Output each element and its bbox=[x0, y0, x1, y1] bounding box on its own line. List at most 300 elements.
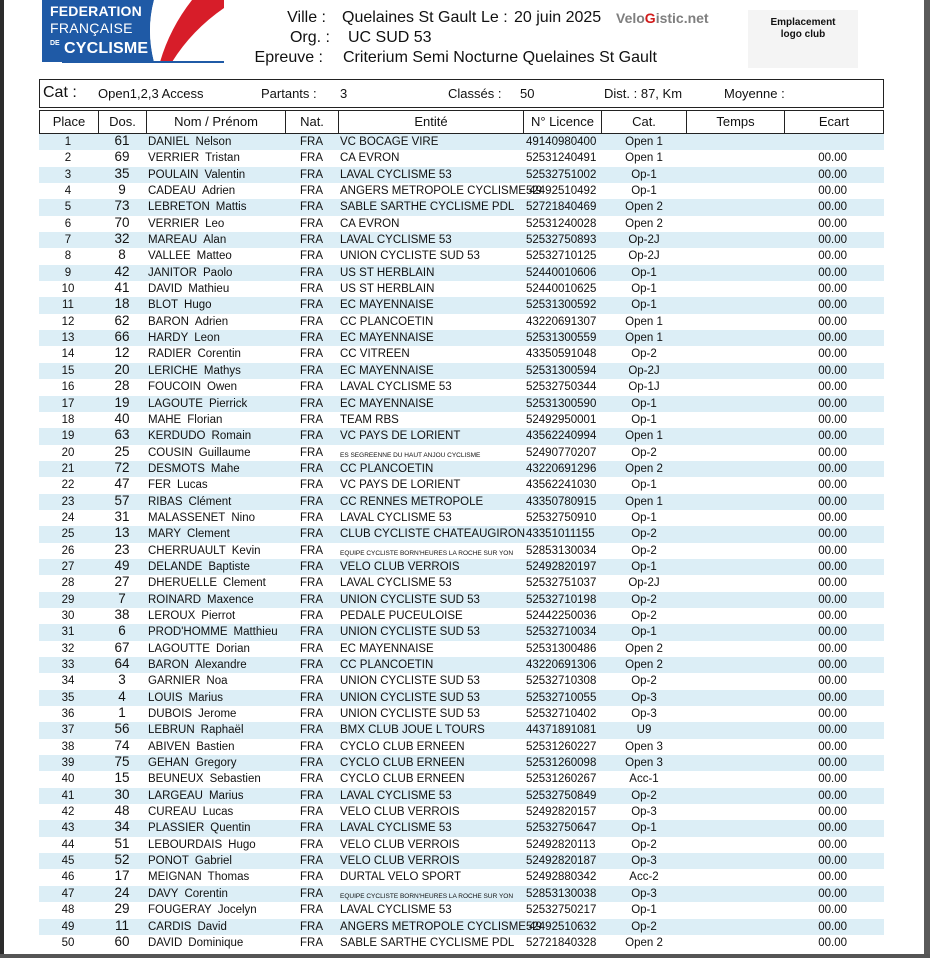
cell-prenom: Dominique bbox=[188, 936, 244, 949]
cell-place: 43 bbox=[61, 822, 75, 835]
cell-place: 44 bbox=[61, 838, 75, 851]
cell-entite: LAVAL CYCLISME 53 bbox=[340, 381, 452, 394]
cell-cat: Op-1J bbox=[628, 381, 660, 394]
cell-prenom: Gregory bbox=[194, 757, 237, 770]
cell-dossard: 20 bbox=[114, 361, 130, 377]
table-row bbox=[39, 624, 884, 640]
table-row bbox=[39, 886, 884, 902]
table-row bbox=[39, 428, 884, 444]
cell-licence: 52532750344 bbox=[526, 381, 597, 394]
cell-dossard: 17 bbox=[114, 868, 130, 884]
table-row bbox=[39, 216, 884, 232]
cell-nom: POULAIN bbox=[148, 168, 199, 181]
table-row bbox=[39, 461, 884, 477]
cell-place: 23 bbox=[61, 495, 75, 508]
cell-cat: Op-2 bbox=[631, 544, 657, 557]
cell-licence: 43562240994 bbox=[526, 430, 597, 443]
cell-ecart: 00.00 bbox=[818, 446, 847, 459]
cell-nom: DUBOIS bbox=[148, 708, 193, 721]
cell-entite: EC MAYENNAISE bbox=[340, 397, 434, 410]
cell-cat: Op-3 bbox=[631, 887, 657, 900]
cell-nom: MARY bbox=[148, 528, 182, 541]
cell-name bbox=[148, 151, 240, 165]
cell-licence: 43220691296 bbox=[526, 462, 597, 475]
cell-name bbox=[148, 838, 256, 852]
cell-dossard: 34 bbox=[114, 819, 130, 835]
cell-nom: FOUGERAY bbox=[148, 904, 212, 917]
cell-cat: Open 1 bbox=[625, 332, 663, 345]
cell-place: 21 bbox=[61, 462, 75, 475]
cell-licence: 49140980400 bbox=[526, 136, 597, 148]
table-row bbox=[39, 608, 884, 624]
cell-nom: DAVID bbox=[148, 283, 183, 296]
cell-licence: 52492510632 bbox=[526, 920, 597, 933]
cell-place: 9 bbox=[64, 266, 72, 279]
cell-name bbox=[148, 821, 251, 835]
cell-name bbox=[148, 380, 237, 394]
table-row bbox=[39, 363, 884, 379]
cell-nom: LARGEAU bbox=[148, 789, 203, 802]
cell-nat: FRA bbox=[300, 479, 323, 492]
cell-nat: FRA bbox=[300, 593, 323, 606]
cell-prenom: Hugo bbox=[228, 838, 256, 851]
cell-place: 24 bbox=[61, 511, 75, 524]
logo-de: DE bbox=[50, 40, 60, 47]
cell-prenom: Marius bbox=[208, 789, 244, 802]
cell-ecart: 00.00 bbox=[818, 266, 847, 279]
cell-entite: VELO CLUB VERROIS bbox=[340, 806, 460, 819]
cell-ecart: 00.00 bbox=[818, 217, 847, 230]
cell-name bbox=[148, 364, 241, 378]
cell-nat: FRA bbox=[300, 152, 323, 165]
cell-nom: RADIER bbox=[148, 348, 192, 361]
cell-licence: 52853130038 bbox=[526, 887, 597, 900]
cell-place: 19 bbox=[61, 430, 75, 443]
cell-nom: BARON bbox=[148, 659, 189, 671]
cell-entite: LAVAL CYCLISME 53 bbox=[340, 168, 452, 181]
cell-prenom: Matthieu bbox=[233, 626, 278, 639]
cell-cat: Open 1 bbox=[625, 430, 663, 443]
cell-nom: FER bbox=[148, 479, 171, 492]
table-row bbox=[39, 559, 884, 575]
cell-name bbox=[148, 740, 235, 754]
cell-prenom: Corentin bbox=[184, 887, 228, 900]
cell-cat: Op-2 bbox=[631, 838, 657, 851]
cell-dossard: 18 bbox=[114, 296, 130, 312]
cell-name bbox=[148, 527, 230, 541]
cell-ecart: 00.00 bbox=[818, 936, 847, 949]
cell-nom: VERRIER bbox=[148, 217, 200, 230]
cell-place: 39 bbox=[61, 757, 75, 770]
race-info-bar bbox=[39, 79, 884, 108]
cell-dossard: 12 bbox=[114, 345, 130, 361]
cell-dossard: 75 bbox=[114, 754, 130, 770]
cell-licence: 52532710125 bbox=[526, 250, 597, 263]
cell-dossard: 3 bbox=[118, 672, 126, 688]
cell-place: 47 bbox=[61, 887, 75, 900]
cell-ecart: 00.00 bbox=[818, 315, 847, 328]
cell-cat: Op-2 bbox=[631, 789, 657, 802]
cell-dossard: 52 bbox=[114, 852, 130, 868]
cell-dossard: 74 bbox=[114, 737, 130, 753]
cell-entite: LAVAL CYCLISME 53 bbox=[340, 511, 452, 524]
cell-nat: FRA bbox=[300, 299, 323, 312]
ville-label: Ville : bbox=[287, 9, 326, 26]
date-value: 20 juin 2025 bbox=[514, 9, 602, 26]
cell-entite: ANGERS METROPOLE CYCLISME 49 bbox=[340, 185, 542, 198]
cell-place: 2 bbox=[64, 152, 72, 165]
cell-prenom: Valentin bbox=[204, 168, 246, 181]
cell-cat: Open 2 bbox=[625, 659, 663, 671]
date-label: Le : bbox=[481, 9, 508, 26]
cell-dossard: 29 bbox=[114, 901, 130, 917]
cell-dossard: 40 bbox=[114, 410, 130, 426]
partants-label: Partants : bbox=[261, 86, 317, 101]
cell-licence: 52532710402 bbox=[526, 708, 597, 721]
cell-name bbox=[148, 789, 243, 803]
cell-dossard: 27 bbox=[114, 574, 130, 590]
cell-cat: Op-1 bbox=[631, 822, 657, 835]
cell-dossard: 8 bbox=[118, 247, 126, 263]
table-row bbox=[39, 575, 884, 591]
cell-prenom: Romain bbox=[211, 430, 252, 443]
cell-licence: 52721840469 bbox=[526, 201, 597, 214]
cell-prenom: Owen bbox=[207, 381, 238, 394]
cell-prenom: Adrien bbox=[201, 185, 236, 198]
cell-entite: ANGERS METROPOLE CYCLISME 49 bbox=[340, 920, 542, 933]
cell-prenom: Mathys bbox=[203, 364, 241, 377]
cell-ecart: 00.00 bbox=[818, 642, 847, 655]
cell-entite: DURTAL VELO SPORT bbox=[340, 871, 461, 884]
cell-entite: US ST HERBLAIN bbox=[340, 266, 435, 279]
cell-dossard: 56 bbox=[114, 721, 130, 737]
cell-cat: Op-2 bbox=[631, 609, 657, 622]
cell-prenom: Jocelyn bbox=[217, 904, 257, 917]
cell-prenom: Clément bbox=[188, 495, 232, 508]
cell-place: 28 bbox=[61, 577, 75, 590]
cell-prenom: Alan bbox=[203, 234, 227, 247]
cell-nom: DAVID bbox=[148, 936, 183, 949]
cell-nat: FRA bbox=[300, 348, 323, 361]
cell-name bbox=[148, 413, 222, 427]
cell-place: 37 bbox=[61, 724, 75, 737]
cell-nom: CUREAU bbox=[148, 806, 197, 819]
cell-licence: 43220691306 bbox=[526, 659, 597, 671]
cell-nat: FRA bbox=[300, 920, 323, 933]
cell-prenom: Corentin bbox=[197, 348, 241, 361]
viewer-scrollbar[interactable] bbox=[924, 0, 930, 958]
table-row bbox=[39, 330, 884, 346]
cell-name bbox=[148, 887, 228, 901]
table-row bbox=[39, 788, 884, 804]
cell-dossard: 42 bbox=[114, 263, 130, 279]
cell-ecart: 00.00 bbox=[818, 462, 847, 475]
cell-entite: VELO CLUB VERROIS bbox=[340, 855, 460, 868]
cell-entite: VELO CLUB VERROIS bbox=[340, 560, 460, 573]
cell-nom: RIBAS bbox=[148, 495, 183, 508]
cell-nom: MAHE bbox=[148, 413, 182, 426]
cell-entite: EC MAYENNAISE bbox=[340, 299, 434, 312]
cell-name bbox=[148, 903, 257, 917]
cell-nat: FRA bbox=[300, 217, 323, 230]
cell-place: 26 bbox=[61, 544, 75, 557]
cell-cat: Open 1 bbox=[625, 315, 663, 328]
cell-prenom: Leo bbox=[205, 217, 225, 230]
cell-nat: FRA bbox=[300, 250, 323, 263]
cell-nat: FRA bbox=[300, 822, 323, 835]
cell-cat: Op-2J bbox=[628, 234, 660, 247]
cell-dossard: 32 bbox=[114, 231, 130, 247]
cell-name bbox=[148, 707, 236, 721]
cell-name bbox=[148, 184, 235, 198]
logo-line2: FRANÇAISE bbox=[50, 20, 133, 36]
cell-name bbox=[148, 478, 208, 492]
table-row bbox=[39, 739, 884, 755]
table-row bbox=[39, 297, 884, 313]
cell-name bbox=[148, 936, 243, 950]
cell-cat: Op-1 bbox=[631, 168, 657, 181]
cell-name bbox=[148, 576, 266, 590]
table-row bbox=[39, 510, 884, 526]
cell-nat: FRA bbox=[300, 675, 323, 688]
velogistic-brand[interactable]: VeloGistic.net bbox=[616, 10, 709, 26]
cell-nat: FRA bbox=[300, 283, 323, 296]
table-row bbox=[39, 641, 884, 657]
col-dossard: Dos. bbox=[99, 111, 147, 133]
cell-name bbox=[148, 331, 220, 345]
cell-cat: Op-3 bbox=[631, 708, 657, 721]
cell-entite: EQUIPE CYCLISTE BORN'HEURES LA ROCHE SUR YON bbox=[340, 549, 514, 557]
cell-name bbox=[148, 315, 228, 329]
table-row bbox=[39, 314, 884, 330]
cell-prenom: Noa bbox=[206, 675, 228, 688]
cell-licence: 52532750849 bbox=[526, 789, 597, 802]
cell-dossard: 47 bbox=[114, 476, 130, 492]
cell-licence: 43562241030 bbox=[526, 479, 597, 492]
cell-entite: EC MAYENNAISE bbox=[340, 642, 434, 655]
cell-place: 4 bbox=[64, 185, 72, 198]
cell-nat: FRA bbox=[300, 234, 323, 247]
cell-cat: Op-2 bbox=[631, 920, 657, 933]
table-row bbox=[39, 167, 884, 183]
cell-nom: DANIEL bbox=[148, 136, 190, 148]
cell-licence: 43350780915 bbox=[526, 495, 597, 508]
cell-place: 29 bbox=[61, 593, 75, 606]
cell-entite: CC PLANCOETIN bbox=[340, 659, 434, 671]
cell-name bbox=[148, 347, 241, 361]
cell-nat: FRA bbox=[300, 806, 323, 819]
cell-prenom: Guillaume bbox=[198, 446, 251, 459]
cat-value: Open1,2,3 Access bbox=[98, 86, 204, 101]
cell-licence: 52531300486 bbox=[526, 642, 597, 655]
cell-dossard: 73 bbox=[114, 198, 130, 214]
cell-dossard: 35 bbox=[114, 165, 130, 181]
cell-nom: JANITOR bbox=[148, 266, 197, 279]
cell-name bbox=[148, 397, 247, 411]
cell-cat: Op-1 bbox=[631, 560, 657, 573]
cell-place: 1 bbox=[64, 136, 72, 148]
cell-ecart: 00.00 bbox=[818, 185, 847, 198]
cell-prenom: Mathieu bbox=[188, 283, 230, 296]
cell-licence: 43351011155 bbox=[526, 528, 595, 541]
cell-ecart: 00.00 bbox=[818, 299, 847, 312]
cell-dossard: 31 bbox=[114, 508, 130, 524]
cell-place: 16 bbox=[61, 381, 75, 394]
cell-ecart: 00.00 bbox=[818, 904, 847, 917]
cell-ecart: 00.00 bbox=[818, 201, 847, 214]
cell-dossard: 57 bbox=[114, 492, 130, 508]
epreuve-label: Epreuve : bbox=[254, 49, 323, 66]
cell-dossard: 49 bbox=[114, 557, 130, 573]
cell-entite: EQUIPE CYCLISTE BORN'HEURES LA ROCHE SUR YON bbox=[340, 892, 514, 900]
cell-nom: LEBRETON bbox=[148, 201, 210, 214]
table-row bbox=[39, 837, 884, 853]
cell-prenom: Clement bbox=[223, 577, 266, 590]
ffc-logo bbox=[42, 0, 224, 72]
cell-place: 42 bbox=[61, 806, 75, 819]
cell-name bbox=[148, 168, 245, 182]
cell-entite: VC PAYS DE LORIENT bbox=[340, 479, 461, 492]
cell-ecart: 00.00 bbox=[818, 577, 847, 590]
cell-nom: LAGOUTTE bbox=[148, 642, 210, 655]
cell-dossard: 24 bbox=[114, 884, 130, 900]
cell-nat: FRA bbox=[300, 560, 323, 573]
cell-cat: Op-2 bbox=[631, 528, 657, 541]
cell-nom: LERICHE bbox=[148, 364, 198, 377]
cell-dossard: 7 bbox=[118, 590, 126, 606]
cell-cat: Acc-1 bbox=[629, 773, 659, 786]
viewer-bottom-edge bbox=[0, 954, 930, 958]
cell-entite: VC PAYS DE LORIENT bbox=[340, 430, 461, 443]
cell-nat: FRA bbox=[300, 495, 323, 508]
cell-prenom: Lucas bbox=[177, 479, 208, 492]
cell-nat: FRA bbox=[300, 708, 323, 721]
cell-place: 40 bbox=[61, 773, 75, 786]
club-logo-placeholder: Emplacement logo club bbox=[748, 10, 858, 68]
cell-licence: 52531260267 bbox=[526, 773, 597, 786]
cell-prenom: Baptiste bbox=[208, 560, 250, 573]
cell-place: 33 bbox=[61, 659, 75, 671]
cell-ecart: 00.00 bbox=[818, 887, 847, 900]
cell-nat: FRA bbox=[300, 315, 323, 328]
cell-prenom: Alexandre bbox=[194, 659, 247, 671]
cell-dossard: 23 bbox=[114, 541, 130, 557]
cell-cat: Op-2 bbox=[631, 675, 657, 688]
cell-cat: Op-1 bbox=[631, 266, 657, 279]
cell-place: 31 bbox=[61, 626, 75, 639]
cell-cat: Op-1 bbox=[631, 397, 657, 410]
cell-cat: Open 1 bbox=[625, 136, 663, 148]
cell-name bbox=[148, 625, 278, 639]
cell-nom: MALASSENET bbox=[148, 511, 226, 524]
col-place: Place bbox=[40, 111, 99, 133]
cell-dossard: 51 bbox=[114, 835, 130, 851]
cell-prenom: Nino bbox=[231, 511, 255, 524]
cell-nom: FOUCOIN bbox=[148, 381, 202, 394]
cell-entite: EC MAYENNAISE bbox=[340, 332, 434, 345]
cell-place: 41 bbox=[61, 789, 75, 802]
cell-cat: Op-2 bbox=[631, 593, 657, 606]
cell-nat: FRA bbox=[300, 430, 323, 443]
cell-place: 8 bbox=[64, 250, 72, 263]
cell-ecart: 00.00 bbox=[818, 609, 847, 622]
cell-place: 14 bbox=[61, 348, 75, 361]
cell-nom: MEIGNAN bbox=[148, 871, 202, 884]
cell-ecart: 00.00 bbox=[818, 920, 847, 933]
cell-entite: PEDALE PUCEULOISE bbox=[340, 609, 463, 622]
table-row bbox=[39, 853, 884, 869]
table-row bbox=[39, 183, 884, 199]
cell-licence: 52531300592 bbox=[526, 299, 597, 312]
cell-ecart: 00.00 bbox=[818, 724, 847, 737]
cell-licence: 52531300559 bbox=[526, 332, 597, 345]
cell-prenom: Pierrick bbox=[208, 397, 248, 410]
cell-nom: LEROUX bbox=[148, 609, 196, 622]
table-row bbox=[39, 820, 884, 836]
cell-dossard: 62 bbox=[114, 312, 130, 328]
cell-place: 50 bbox=[61, 936, 75, 949]
table-row bbox=[39, 232, 884, 248]
cell-licence: 43220691307 bbox=[526, 315, 597, 328]
cell-name bbox=[148, 674, 228, 688]
cell-dossard: 4 bbox=[118, 688, 126, 704]
cell-ecart: 00.00 bbox=[818, 381, 847, 394]
partants-value: 3 bbox=[340, 86, 348, 101]
cell-dossard: 28 bbox=[114, 378, 130, 394]
cell-cat: Op-3 bbox=[631, 806, 657, 819]
table-row bbox=[39, 199, 884, 215]
cell-nat: FRA bbox=[300, 168, 323, 181]
cell-dossard: 60 bbox=[114, 933, 130, 949]
cell-prenom: Florian bbox=[187, 413, 223, 426]
cell-ecart: 00.00 bbox=[818, 593, 847, 606]
cell-entite: SABLE SARTHE CYCLISME PDL bbox=[340, 936, 515, 949]
table-row bbox=[39, 690, 884, 706]
cell-nom: GEHAN bbox=[148, 757, 189, 770]
cell-nat: FRA bbox=[300, 528, 323, 541]
table-row bbox=[39, 657, 884, 673]
cell-nom: PROD'HOMME bbox=[148, 626, 228, 639]
cell-entite: LAVAL CYCLISME 53 bbox=[340, 822, 452, 835]
cell-place: 12 bbox=[61, 315, 75, 328]
cell-nat: FRA bbox=[300, 757, 323, 770]
cell-nom: BEUNEUX bbox=[148, 773, 204, 786]
cell-nom: HARDY bbox=[148, 332, 189, 345]
cell-entite: UNION CYCLISTE SUD 53 bbox=[340, 708, 480, 721]
cell-prenom: Lucas bbox=[202, 806, 234, 819]
table-row bbox=[39, 902, 884, 918]
cell-place: 36 bbox=[61, 708, 75, 721]
cell-place: 15 bbox=[61, 364, 75, 377]
cell-cat: Acc-2 bbox=[629, 871, 659, 884]
col-nat: Nat. bbox=[286, 111, 339, 133]
cell-place: 25 bbox=[61, 528, 75, 541]
cell-nom: LOUIS bbox=[148, 691, 183, 704]
cell-dossard: 38 bbox=[114, 606, 130, 622]
logo-line1: FEDERATION bbox=[50, 3, 142, 19]
cell-place: 49 bbox=[61, 920, 75, 933]
cell-dossard: 15 bbox=[114, 770, 130, 786]
cell-dossard: 48 bbox=[114, 803, 130, 819]
cell-entite: ES SEGREENNE DU HAUT ANJOU CYCLISME bbox=[340, 451, 481, 459]
results-table-header bbox=[39, 110, 884, 134]
cell-nom: PONOT bbox=[148, 855, 189, 868]
cell-nom: MAREAU bbox=[148, 234, 198, 247]
cell-cat: Op-1 bbox=[631, 299, 657, 312]
cell-entite: UNION CYCLISTE SUD 53 bbox=[340, 626, 480, 639]
cell-nom: VERRIER bbox=[148, 152, 200, 165]
cell-prenom: Mahe bbox=[210, 462, 240, 475]
